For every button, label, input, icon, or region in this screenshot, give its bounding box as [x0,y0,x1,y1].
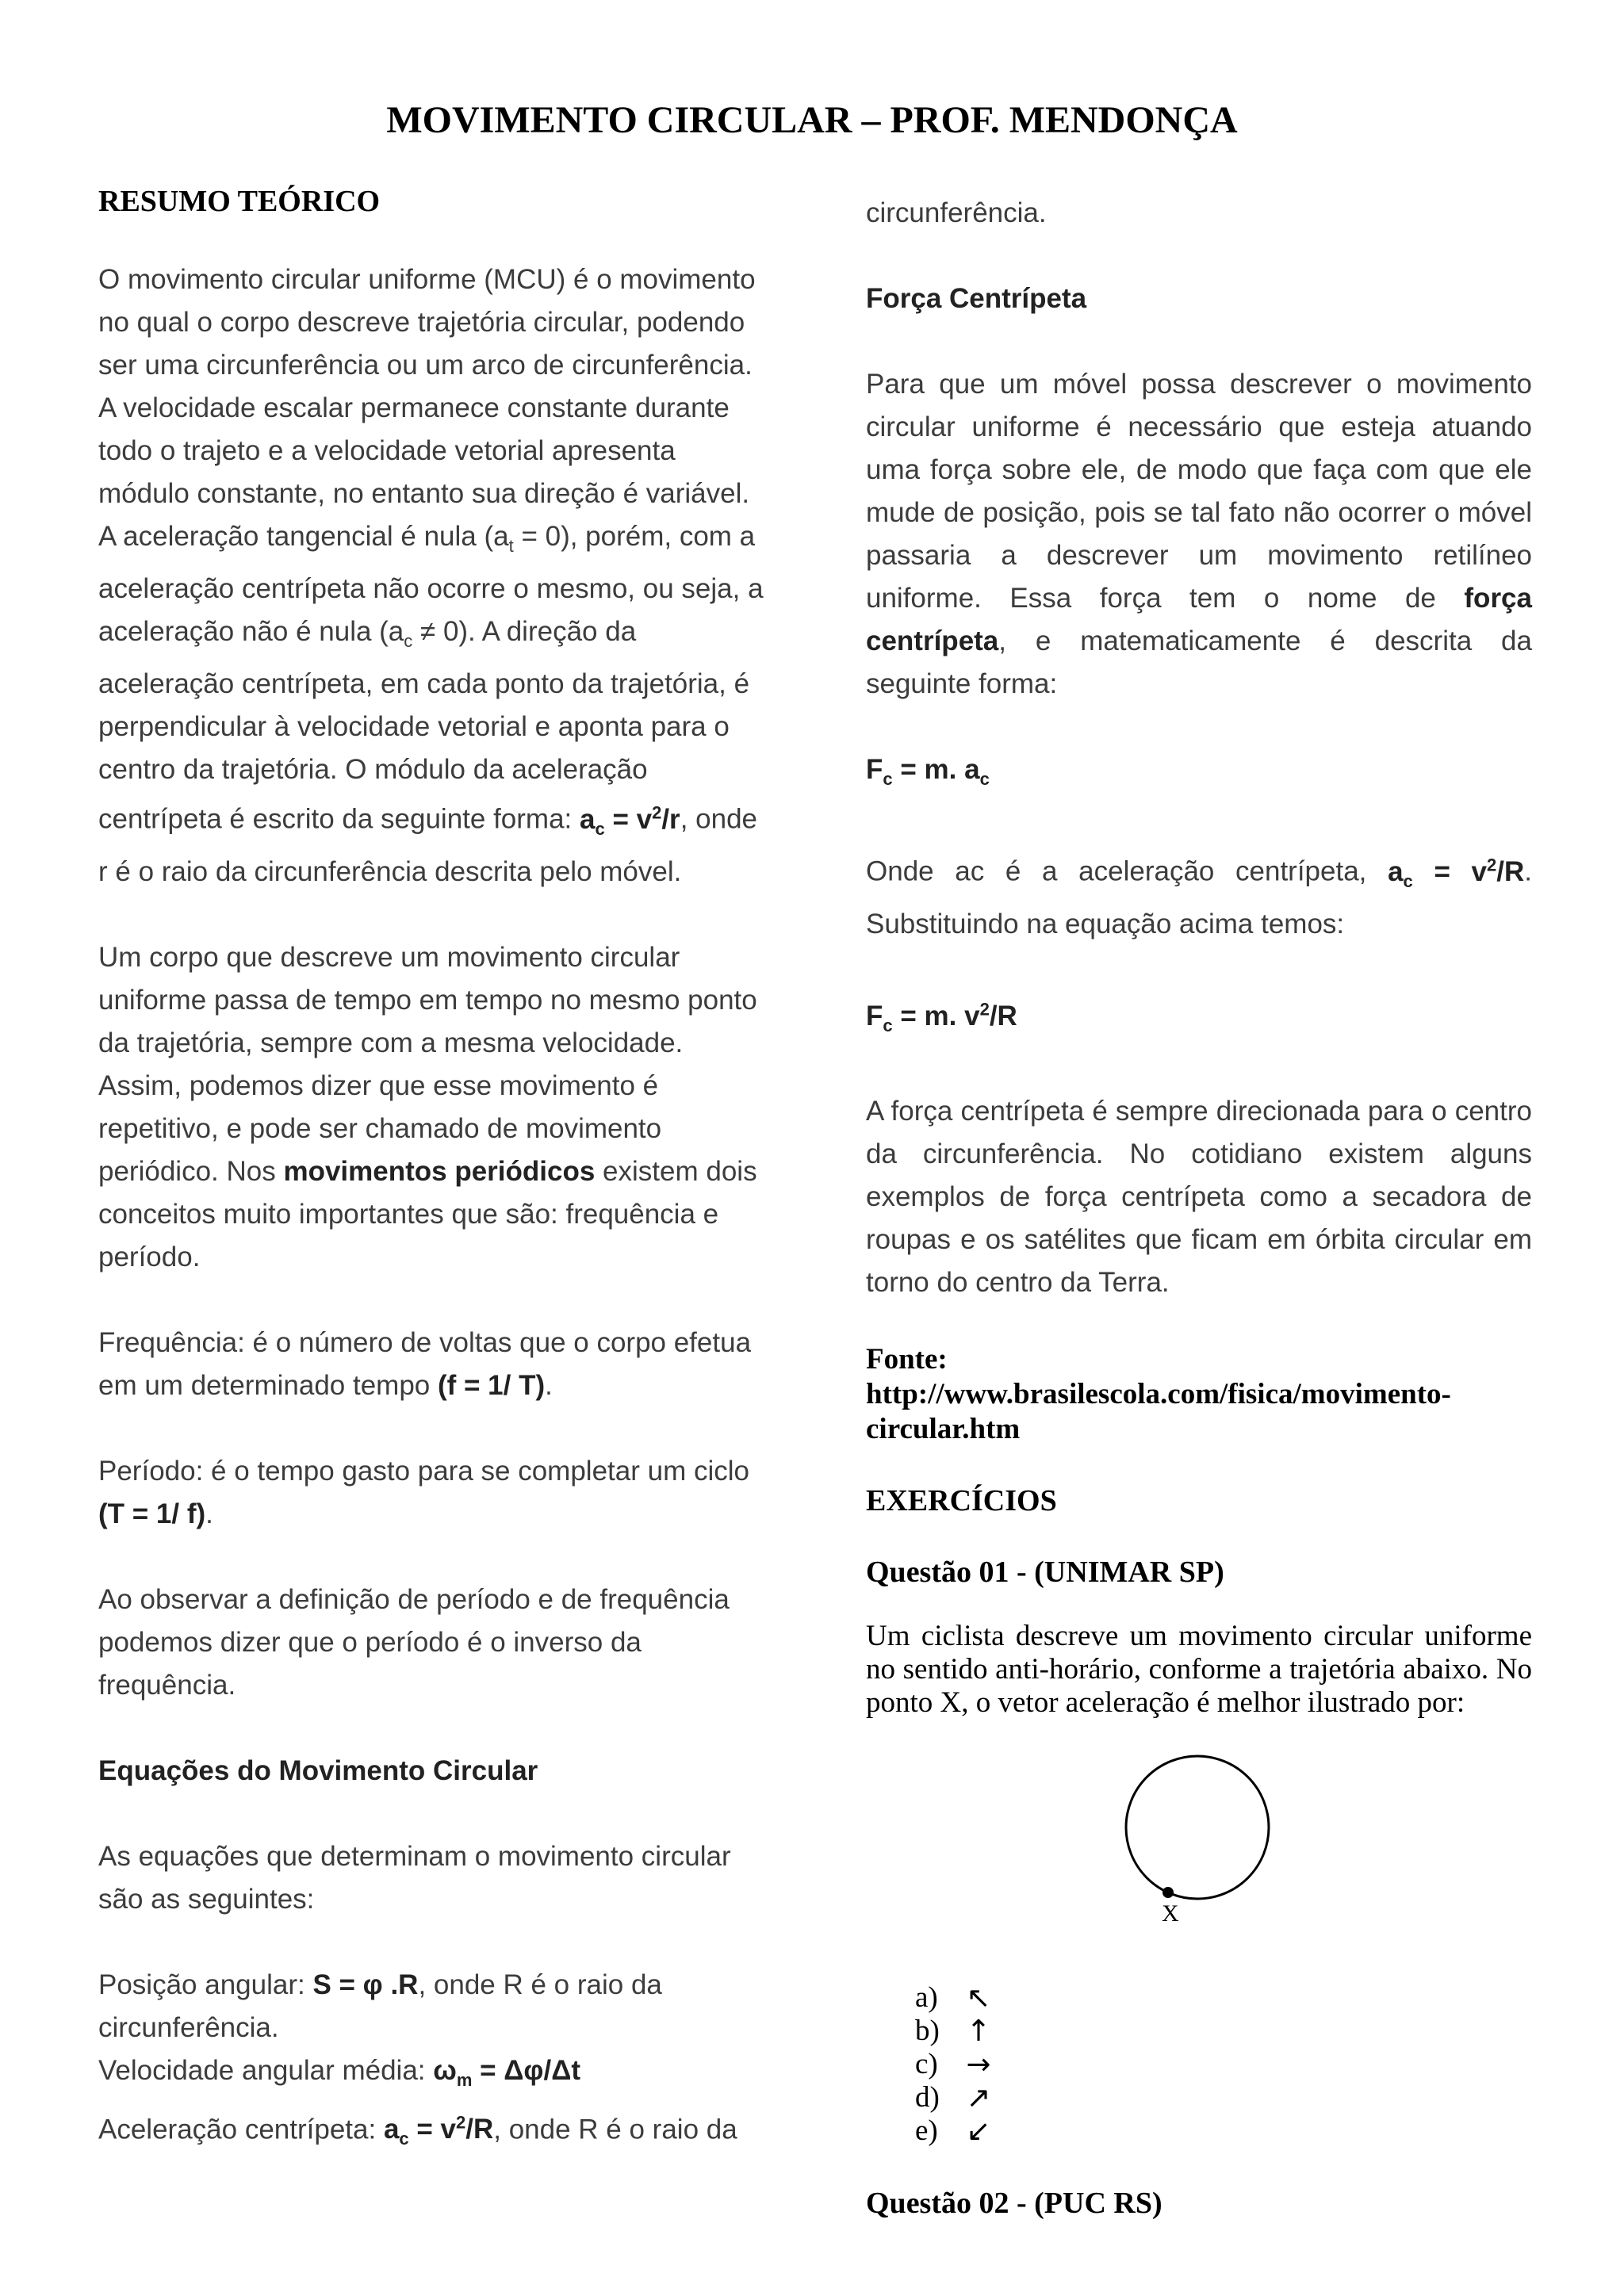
centripetal-formula: $a_c = v^2/r$ [580,802,680,839]
continued-text: circunferência. [866,197,1047,228]
point-x-marker [1162,1887,1174,1898]
frequency-paragraph: Frequência: é o número de voltas que o corpo efetua em um determinado tempo (f = 1/ T). [98,1326,752,1401]
equations-heading: Equações do Movimento Circular [98,1755,538,1786]
equation-angular-velocity: Velocidade angular média: $\omega_m = \Delta\varphi/\Delta t$ [98,2054,581,2090]
left-column [98,181,764,2160]
periodic-paragraph: Um corpo que descreve um movimento circular uniforme passa de tempo em tempo no mesmo ponto da trajetória, sempre com a mesma velocidade. Assim, podemos dizer que esse movimento é repetitivo, e pode ser chamado de movimento periódico. Nos movimentos periódicos existem dois conceitos muito importantes que são: frequência e período. [98,941,757,1272]
option-c[interactable]: c) → [915,2048,1532,2081]
trajectory-circle [1126,1756,1269,1899]
page-title: MOVIMENTO CIRCULAR – PROF. MENDONÇA [386,99,1238,141]
question-01-text: Um ciclista descreve um movimento circular uniforme no sentido anti-horário, conforme a trajetória abaixo. No ponto X, o vetor aceleração é melhor ilustrado por: [866,1620,1532,1720]
arrow-up-right-icon: ↗ [966,2080,991,2115]
circular-trajectory-diagram [866,1751,1532,1950]
arrow-down-left-icon: ↙ [966,2114,991,2149]
force-formula-substituted: $F_c = m$. $v^2/R$ [866,999,1017,1036]
substitution-paragraph: Onde ac é a aceleração centrípeta, $a_c = v^2/R$. Substituindo na equação acima temos: [866,855,1533,939]
question-01-heading: Questão 01 - (UNIMAR SP) [866,1556,1224,1590]
theory-heading: RESUMO TEÓRICO [98,185,381,218]
option-b[interactable]: b) ↑ [915,2015,1532,2048]
arrow-up-left-icon: ↖ [966,1980,991,2015]
inverse-paragraph: Ao observar a definição de período e de frequência podemos dizer que o período é o inverso da frequência. [98,1583,730,1701]
right-column [866,192,1532,2221]
equations-intro: As equações que determinam o movimento circular são as seguintes: [98,1840,731,1915]
exercises-heading: EXERCÍCIOS [866,1484,1057,1518]
direction-paragraph: A força centrípeta é sempre direcionada para o centro da circunferência. No cotidiano existem alguns exemplos de força centrípeta como a secadora de roupas e os satélites que ficam em órbita circular em torno do centro da Terra. [866,1096,1532,1299]
source-url: http://www.brasilescola.com/fisica/movimento-circular.htm [866,1378,1451,1446]
force-formula: $F_c = m$. $a_c$ [866,754,990,789]
option-d[interactable]: d) ↗ [915,2081,1532,2114]
force-heading: Força Centrípeta [866,283,1087,314]
force-paragraph: Para que um móvel possa descrever o movimento circular uniforme é necessário que esteja atuando uma força sobre ele, de modo que faça com que ele mude de posição, pois se tal fato não ocorrer o móvel passaria a descrever um movimento retilíneo uniforme. Essa força tem o nome de força centrípeta, e matematicamente é descrita da seguinte forma: [866,369,1532,699]
trajectory-svg [866,1751,1532,1950]
point-x-label: X [1162,1900,1179,1927]
equation-centripetal-acceleration: Aceleração centrípeta: $a_c = v^2/R$, onde R é o raio da [98,2112,737,2149]
source-block [866,1342,1532,1447]
equation-angular-position: Posição angular: S = φ .R, onde R é o raio da circunferência. [98,1969,662,2043]
source-label: Fonte: [866,1343,948,1376]
mcu-paragraph: O movimento circular uniforme (MCU) é o movimento no qual o corpo descreve trajetória circular, podendo ser uma circunferência ou um arco de circunferência. A velocidade escalar permanece constante durante todo o trajeto e a velocidade vetorial apresenta módulo constante, no entanto sua direção é variável. A aceleração tangencial é nula $(a_t = 0)$, porém, com a aceleração centrípeta não ocorre o mesmo, ou seja, a aceleração não é nula $(a_c \ne 0)$. A direção da aceleração centrípeta, em cada ponto da trajetória, é perpendicular à velocidade vetorial e aponta para o centro da trajetória. O módulo da aceleração centrípeta é escrito da seguinte forma: $a_c = v^2/r$, onde r é o raio da circunferência descrita pelo móvel. [98,264,764,887]
period-paragraph: Período: é o tempo gasto para se completar um ciclo (T = 1/ f). [98,1455,749,1529]
arrow-up-icon: ↑ [966,2014,991,2049]
question-01-options [915,1981,1532,2148]
option-e[interactable]: e) ↙ [915,2114,1532,2148]
question-02-heading: Questão 02 - (PUC RS) [866,2187,1162,2221]
arrow-right-icon: → [966,2047,991,2082]
option-a[interactable]: a) ↖ [915,1981,1532,2015]
